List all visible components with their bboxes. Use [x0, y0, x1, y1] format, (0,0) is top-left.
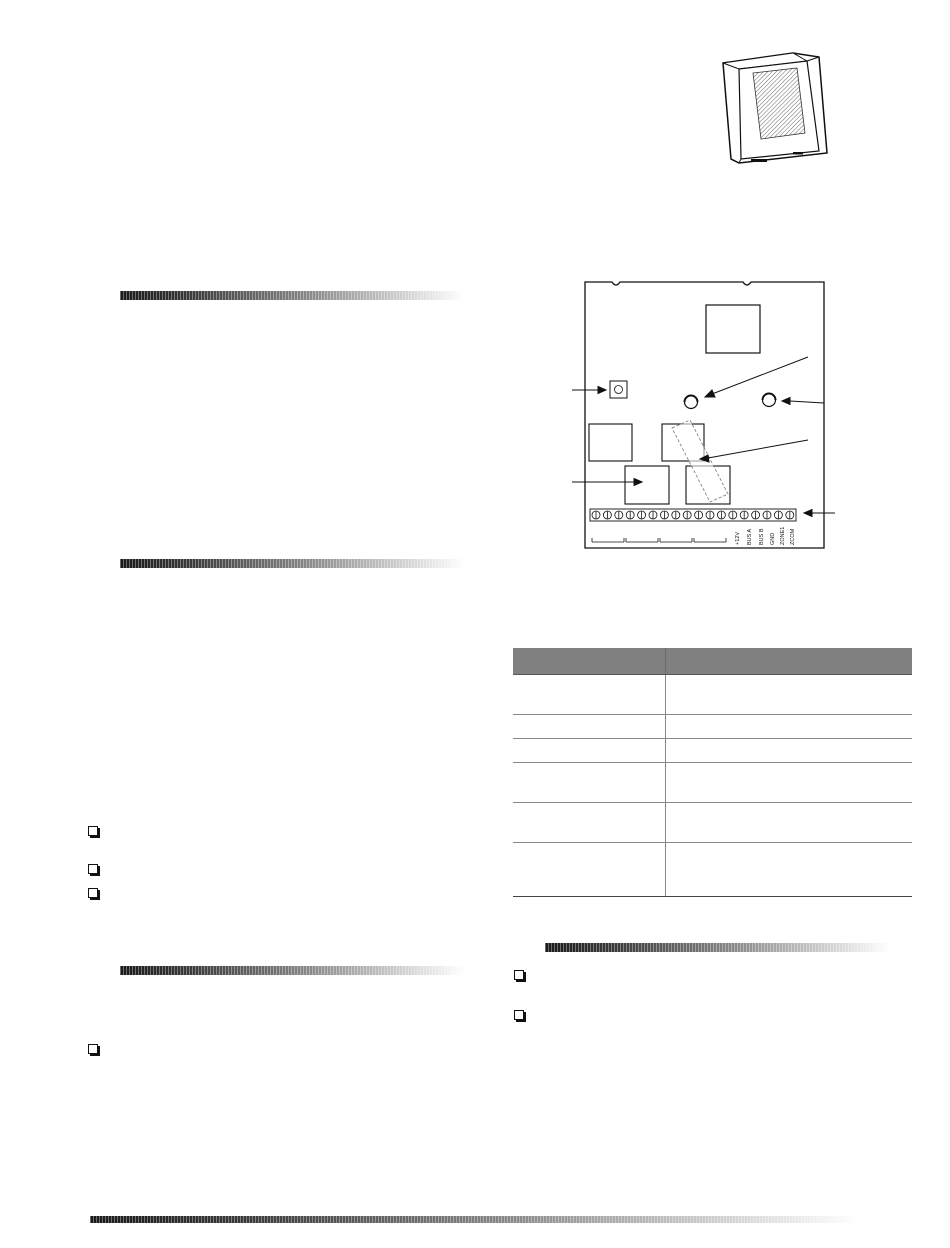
checkbox-bullet-icon: [88, 864, 98, 874]
footer-bar: [90, 1216, 860, 1223]
section-heading-bar-3: [120, 966, 465, 975]
terminal-label-12v: +12V: [735, 532, 741, 545]
chip-large: [706, 305, 760, 353]
table-cell: [513, 675, 666, 715]
device-illustration: [715, 35, 845, 170]
table-cell: [666, 675, 913, 715]
checkbox-bullet-icon: [88, 826, 98, 836]
checkbox-bullet-icon: [88, 888, 98, 898]
table-row: [513, 675, 912, 715]
tamper-switch: [610, 381, 627, 398]
table-cell: [513, 763, 666, 803]
section-heading-bar-2: [120, 559, 465, 568]
terminal-label-zcom: ZCOM: [790, 528, 796, 545]
spec-table-header: [513, 648, 912, 675]
table-cell: [513, 739, 666, 763]
spec-table: [513, 648, 912, 897]
table-row: [513, 763, 912, 803]
table-cell: [666, 843, 913, 897]
table-cell: [666, 739, 913, 763]
terminal-label-gnd: GND: [770, 532, 776, 545]
section-heading-bar-1: [120, 291, 465, 300]
table-cell: [513, 803, 666, 843]
table-row: [513, 803, 912, 843]
checkbox-bullet-icon: [88, 1044, 98, 1054]
table-row: [513, 739, 912, 763]
terminal-label-bus-b: BUS B: [759, 528, 765, 545]
table-cell: [666, 715, 913, 739]
spec-table-header-cell: [666, 648, 913, 675]
terminal-label-bus-a: BUS A: [747, 528, 753, 545]
circuit-board-diagram: [560, 270, 835, 555]
table-cell: [666, 803, 913, 843]
table-row: [513, 715, 912, 739]
terminal-label-zone1: ZONE1: [780, 526, 786, 545]
table-row: [513, 843, 912, 897]
checkbox-bullet-icon: [514, 970, 524, 980]
table-cell: [666, 763, 913, 803]
spec-table-header-cell: [513, 648, 666, 675]
section-heading-bar-4: [545, 943, 890, 952]
table-cell: [513, 715, 666, 739]
checkbox-bullet-icon: [514, 1010, 524, 1020]
table-cell: [513, 843, 666, 897]
